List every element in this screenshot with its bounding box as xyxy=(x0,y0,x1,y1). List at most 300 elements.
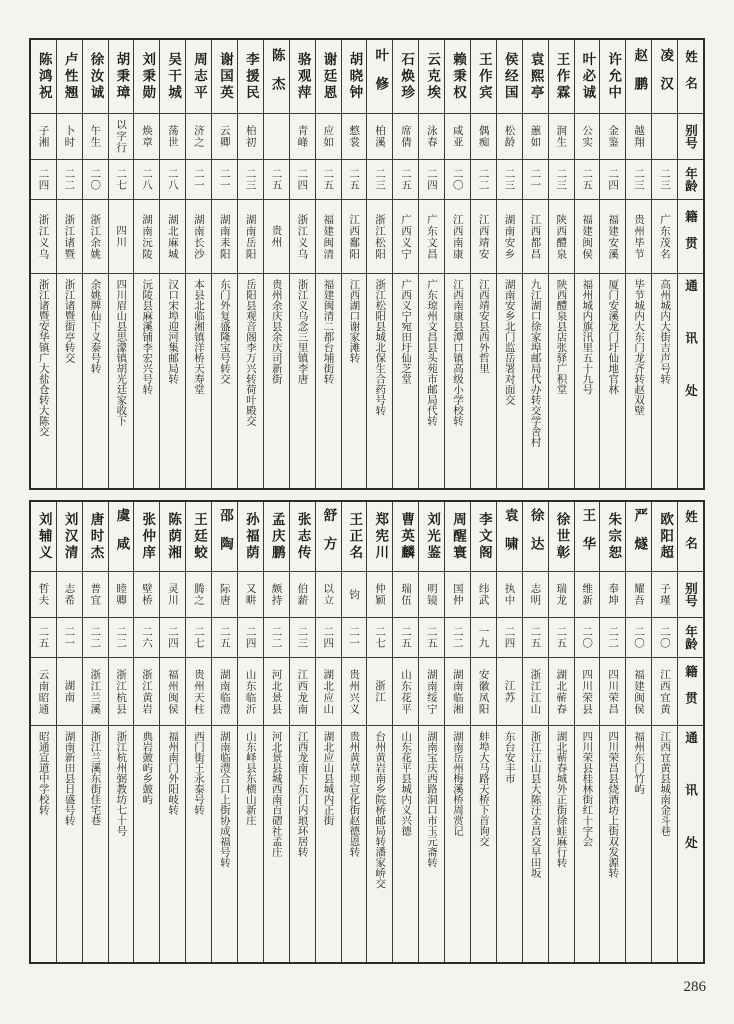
person-column xyxy=(31,502,56,962)
person-name: 周醒寰 xyxy=(449,511,466,562)
name-cell xyxy=(316,40,341,114)
person-origin: 广东茂名 xyxy=(658,213,671,260)
person-age: 二二 xyxy=(477,168,490,191)
person-column xyxy=(211,40,237,488)
person-alias: 志希 xyxy=(63,583,76,606)
name-cell xyxy=(471,40,496,114)
person-address: 江西龙南下东门内琅环居转 xyxy=(296,731,309,857)
alias-cell xyxy=(31,114,56,160)
person-column xyxy=(470,502,496,962)
person-alias: 午生 xyxy=(89,125,102,148)
person-alias: 哲夫 xyxy=(37,583,50,606)
person-origin: 福建安溪 xyxy=(607,213,620,260)
person-address: 台州黄岩南乡院桥邮局转潘家峤交 xyxy=(374,731,387,889)
person-alias: 志明 xyxy=(529,583,542,606)
person-name: 朱宗恕 xyxy=(605,511,622,562)
origin-cell xyxy=(186,200,211,274)
person-name: 云克埃 xyxy=(424,51,441,102)
person-column xyxy=(496,40,522,488)
person-age: 二一 xyxy=(218,168,231,191)
person-name: 叶必诚 xyxy=(579,51,596,102)
origin-cell xyxy=(445,200,470,274)
person-age: 二五 xyxy=(581,168,594,191)
name-cell xyxy=(31,502,56,572)
person-alias: 耀吾 xyxy=(632,583,645,606)
person-address: 福建闽清二都台埔街转 xyxy=(322,279,335,384)
origin-cell xyxy=(600,658,625,726)
person-name: 孙福荫 xyxy=(242,511,259,562)
name-cell xyxy=(160,502,185,572)
person-address: 广东琼州文昌县头苑市邮局代转 xyxy=(426,279,439,426)
person-alias: 偶痴 xyxy=(477,125,490,148)
person-alias: 普宜 xyxy=(89,583,102,606)
person-name: 王作宾 xyxy=(475,51,492,102)
person-origin: 福建闽侯 xyxy=(632,668,645,715)
person-name: 王正名 xyxy=(346,511,363,562)
address-cell xyxy=(83,274,108,488)
age-cell xyxy=(523,160,548,200)
person-origin: 湖南耒阳 xyxy=(218,213,231,260)
person-age: 二二 xyxy=(63,168,76,191)
person-age: 二五 xyxy=(270,168,283,191)
person-alias: 颇持 xyxy=(270,583,283,606)
age-cell xyxy=(264,160,289,200)
age-cell xyxy=(316,160,341,200)
origin-cell xyxy=(549,658,574,726)
age-cell xyxy=(160,160,185,200)
name-cell xyxy=(600,40,625,114)
age-cell xyxy=(549,618,574,658)
person-name: 胡秉璋 xyxy=(113,51,130,102)
person-column xyxy=(108,40,134,488)
alias-cell xyxy=(134,572,159,618)
person-address: 江西靖安县西外哲里 xyxy=(477,279,490,374)
person-age: 二三 xyxy=(244,168,257,191)
person-name: 李援民 xyxy=(242,51,259,102)
alias-cell xyxy=(57,572,82,618)
address-cell xyxy=(523,274,548,488)
person-name: 王作霖 xyxy=(553,51,570,102)
person-alias: 济之 xyxy=(192,125,205,148)
person-origin: 江西宜黄 xyxy=(658,668,671,715)
age-cell xyxy=(134,618,159,658)
name-cell xyxy=(290,502,315,572)
age-cell xyxy=(290,160,315,200)
person-name: 邵陶 xyxy=(216,508,233,565)
address-cell xyxy=(445,726,470,962)
person-age: 二六 xyxy=(141,626,154,649)
header-name-label: 姓名 xyxy=(683,510,699,563)
person-origin: 江苏 xyxy=(503,680,516,703)
header-alias-label: 别号 xyxy=(683,124,699,149)
address-cell xyxy=(393,726,418,962)
person-address: 江西湖口谢家滩转 xyxy=(348,279,361,363)
header-name-cell xyxy=(678,40,703,114)
origin-cell xyxy=(212,200,237,274)
name-cell xyxy=(212,40,237,114)
header-alias-label: 别号 xyxy=(683,582,699,607)
person-name: 赖秉权 xyxy=(449,51,466,102)
header-alias-cell xyxy=(678,572,703,618)
origin-cell xyxy=(160,200,185,274)
person-age: 二〇 xyxy=(581,626,594,649)
address-cell xyxy=(626,726,651,962)
alias-cell xyxy=(626,114,651,160)
person-alias: 纬武 xyxy=(477,583,490,606)
name-cell xyxy=(186,502,211,572)
age-cell xyxy=(575,160,600,200)
person-column xyxy=(522,40,548,488)
person-age: 二四 xyxy=(166,626,179,649)
person-alias: 润生 xyxy=(555,125,568,148)
address-cell xyxy=(445,274,470,488)
person-age: 二一 xyxy=(192,168,205,191)
address-cell xyxy=(471,274,496,488)
age-cell xyxy=(109,618,134,658)
person-origin: 湖北麻城 xyxy=(166,213,179,260)
person-name: 袁熙亭 xyxy=(527,51,544,102)
person-address: 四川荣县桂林街红十字会 xyxy=(581,731,594,847)
person-address: 昭通宣道中学校转 xyxy=(37,731,50,815)
address-cell xyxy=(290,726,315,962)
origin-cell xyxy=(497,200,522,274)
person-alias: 壁桥 xyxy=(141,583,154,606)
name-cell xyxy=(497,502,522,572)
person-address: 九江湖口徐家埠邮局代办转交学舍村 xyxy=(529,279,542,447)
person-name: 王廷蛟 xyxy=(191,511,208,562)
name-cell xyxy=(238,40,263,114)
alias-cell xyxy=(626,572,651,618)
alias-cell xyxy=(600,114,625,160)
alias-cell xyxy=(575,114,600,160)
person-address: 沅陵县麻溪铺李宏兴号转 xyxy=(141,279,154,395)
header-origin-label: 籍贯 xyxy=(683,210,699,263)
person-alias: 以字行 xyxy=(115,119,128,154)
age-cell xyxy=(109,160,134,200)
name-cell xyxy=(109,502,134,572)
person-column xyxy=(263,502,289,962)
origin-cell xyxy=(290,658,315,726)
age-cell xyxy=(652,618,677,658)
alias-cell xyxy=(212,572,237,618)
person-alias: 卜时 xyxy=(63,125,76,148)
origin-cell xyxy=(238,658,263,726)
person-age: 二七 xyxy=(374,626,387,649)
person-alias: 越翔 xyxy=(632,125,645,148)
person-name: 刘汉清 xyxy=(61,511,78,562)
person-age: 二四 xyxy=(503,626,516,649)
person-age: 二〇 xyxy=(89,168,102,191)
address-cell xyxy=(575,274,600,488)
person-alias: 以立 xyxy=(322,583,335,606)
name-cell xyxy=(212,502,237,572)
person-address: 浙江松阳县城北保生合药号转 xyxy=(374,279,387,416)
person-column xyxy=(548,502,574,962)
person-age: 二〇 xyxy=(632,626,645,649)
address-cell xyxy=(134,726,159,962)
age-cell xyxy=(134,160,159,200)
person-name: 陈杰 xyxy=(268,48,285,105)
alias-cell xyxy=(523,572,548,618)
person-alias: 青峰 xyxy=(296,125,309,148)
person-age: 二一 xyxy=(348,626,361,649)
address-cell xyxy=(186,274,211,488)
person-age: 二四 xyxy=(607,168,620,191)
person-origin: 浙江兰溪 xyxy=(89,668,102,715)
address-cell xyxy=(316,274,341,488)
person-address: 湖南临澧合口上街协成福号转 xyxy=(218,731,231,868)
alias-cell xyxy=(549,114,574,160)
person-address: 东门外复盛隆宝号转交 xyxy=(218,279,231,384)
person-column xyxy=(574,502,600,962)
alias-cell xyxy=(393,114,418,160)
alias-cell xyxy=(342,572,367,618)
person-name: 袁啸 xyxy=(501,508,518,565)
alias-cell xyxy=(238,114,263,160)
person-alias: 泳春 xyxy=(425,125,438,148)
person-age: 二四 xyxy=(296,168,309,191)
alias-cell xyxy=(83,572,108,618)
address-cell xyxy=(342,274,367,488)
name-cell xyxy=(393,40,418,114)
person-age: 二一 xyxy=(63,626,76,649)
origin-cell xyxy=(109,200,134,274)
alias-cell xyxy=(186,114,211,160)
person-address: 东台安丰市 xyxy=(503,731,516,784)
person-column xyxy=(237,40,263,488)
alias-cell xyxy=(109,572,134,618)
person-alias: 国仲 xyxy=(451,583,464,606)
header-alias-cell xyxy=(678,114,703,160)
age-cell xyxy=(575,618,600,658)
person-name: 刘光鉴 xyxy=(424,511,441,562)
person-address: 陕西醴泉县店张驿广积堂 xyxy=(555,279,568,395)
alias-cell xyxy=(83,114,108,160)
person-address: 余姚牌仙下义泰号转 xyxy=(89,279,102,374)
person-column xyxy=(237,502,263,962)
person-column xyxy=(108,502,134,962)
alias-cell xyxy=(471,114,496,160)
person-age: 二七 xyxy=(192,626,205,649)
person-name: 石焕珍 xyxy=(398,51,415,102)
person-origin: 广西义宁 xyxy=(399,213,412,260)
person-column xyxy=(289,40,315,488)
alias-cell xyxy=(471,572,496,618)
person-name: 李文阁 xyxy=(475,511,492,562)
alias-cell xyxy=(393,572,418,618)
address-cell xyxy=(497,274,522,488)
name-cell xyxy=(419,502,444,572)
address-cell xyxy=(290,274,315,488)
person-address: 西门街王永泰号转 xyxy=(193,731,206,815)
person-alias: 席倩 xyxy=(399,125,412,148)
origin-cell xyxy=(342,658,367,726)
person-address: 岳阳县观音阁李万兴转荷叶殿交 xyxy=(244,279,257,426)
person-column xyxy=(496,502,522,962)
address-cell xyxy=(212,726,237,962)
alias-cell xyxy=(316,114,341,160)
person-column xyxy=(418,502,444,962)
alias-cell xyxy=(523,114,548,160)
name-cell xyxy=(367,40,392,114)
name-cell xyxy=(626,502,651,572)
name-cell xyxy=(83,40,108,114)
alias-cell xyxy=(212,114,237,160)
person-column xyxy=(133,502,159,962)
origin-cell xyxy=(549,200,574,274)
origin-cell xyxy=(600,200,625,274)
person-name: 郑宪川 xyxy=(372,511,389,562)
person-address: 福州城内旗汛里五十九号 xyxy=(581,279,594,395)
person-name: 卢性翘 xyxy=(61,51,78,102)
origin-cell xyxy=(83,200,108,274)
person-column xyxy=(366,40,392,488)
person-name: 谢廷恩 xyxy=(320,51,337,102)
person-column xyxy=(625,502,651,962)
age-cell xyxy=(316,618,341,658)
address-cell xyxy=(160,726,185,962)
person-alias: 腾之 xyxy=(192,583,205,606)
person-address: 湖南宝庆西路洞口市玉元斋转 xyxy=(426,731,439,868)
header-column xyxy=(677,502,703,962)
person-origin: 云南昭通 xyxy=(37,668,50,715)
person-origin: 江西龙南 xyxy=(296,668,309,715)
name-cell xyxy=(367,502,392,572)
origin-cell xyxy=(445,658,470,726)
person-address: 江西南康县潭口镇高级小学校转 xyxy=(451,279,464,426)
address-cell xyxy=(523,726,548,962)
person-alias: 焕章 xyxy=(141,125,154,148)
person-alias: 子瑾 xyxy=(658,583,671,606)
person-alias: 瑞龙 xyxy=(555,583,568,606)
person-column xyxy=(315,502,341,962)
person-alias: 蕙如 xyxy=(529,125,542,148)
person-name: 唐时杰 xyxy=(87,511,104,562)
address-cell xyxy=(575,726,600,962)
person-alias: 柏溪 xyxy=(374,125,387,148)
header-age-cell xyxy=(678,618,703,658)
person-age: 一九 xyxy=(477,626,490,649)
person-origin: 江西鄱阳 xyxy=(348,213,361,260)
person-origin: 浙江义乌 xyxy=(296,213,309,260)
name-cell xyxy=(83,502,108,572)
alias-cell xyxy=(445,114,470,160)
person-name: 赵鹏 xyxy=(631,48,648,105)
person-alias: 明镜 xyxy=(425,583,438,606)
person-address: 浙江江山县大陈汪全昌交早田坂 xyxy=(529,731,542,878)
age-cell xyxy=(471,160,496,200)
person-origin: 四川 xyxy=(115,225,128,248)
origin-cell xyxy=(393,658,418,726)
name-cell xyxy=(57,40,82,114)
origin-cell xyxy=(497,658,522,726)
person-address: 毕节城内大东门龙齐转赵双壁 xyxy=(633,279,646,416)
person-column xyxy=(444,502,470,962)
person-age: 二二 xyxy=(451,626,464,649)
alias-cell xyxy=(342,114,367,160)
age-cell xyxy=(57,160,82,200)
name-cell xyxy=(134,40,159,114)
person-address: 贵州黄草坝宣化街赵德恩转 xyxy=(348,731,361,857)
person-name: 王华 xyxy=(579,508,596,565)
header-address-label: 通讯处 xyxy=(683,279,699,437)
person-name: 徐汝诚 xyxy=(87,51,104,102)
name-cell xyxy=(186,40,211,114)
person-name: 陈荫湘 xyxy=(165,511,182,562)
name-cell xyxy=(445,40,470,114)
person-name: 张仲庠 xyxy=(139,511,156,562)
person-address: 高州城内大街吉声号转 xyxy=(659,279,672,384)
name-cell xyxy=(600,502,625,572)
person-origin: 陕西醴泉 xyxy=(555,213,568,260)
origin-cell xyxy=(264,200,289,274)
person-name: 严燧 xyxy=(631,508,648,565)
alias-cell xyxy=(264,572,289,618)
age-cell xyxy=(186,160,211,200)
person-alias: 钧 xyxy=(348,588,361,601)
person-column xyxy=(574,40,600,488)
person-alias: 云卿 xyxy=(218,125,231,148)
person-origin: 湖南岳阳 xyxy=(244,213,257,260)
alias-cell xyxy=(109,114,134,160)
person-origin: 四川荣昌 xyxy=(607,668,620,715)
person-address: 江西宜黄县城南金斗巷 xyxy=(659,731,672,836)
name-cell xyxy=(471,502,496,572)
person-address: 湖南岳州梅溪桥周赏记 xyxy=(451,731,464,836)
person-address: 汉口宋埠迎河集邮局转 xyxy=(167,279,180,384)
person-origin: 浙江诸暨 xyxy=(63,213,76,260)
person-name: 许允中 xyxy=(605,51,622,102)
person-column xyxy=(82,502,108,962)
person-origin: 湖南临澧 xyxy=(218,668,231,715)
age-cell xyxy=(342,618,367,658)
alias-cell xyxy=(419,572,444,618)
person-age: 二四 xyxy=(244,626,257,649)
person-age: 二一 xyxy=(529,168,542,191)
address-cell xyxy=(367,726,392,962)
age-cell xyxy=(393,618,418,658)
person-name: 周志平 xyxy=(191,51,208,102)
person-alias: 松龄 xyxy=(503,125,516,148)
origin-cell xyxy=(523,658,548,726)
person-origin: 贵州天柱 xyxy=(192,668,205,715)
person-age: 二四 xyxy=(425,168,438,191)
age-cell xyxy=(342,160,367,200)
person-name: 徐世彰 xyxy=(553,511,570,562)
person-column xyxy=(185,40,211,488)
person-column xyxy=(133,40,159,488)
header-name-cell xyxy=(678,502,703,572)
address-cell xyxy=(342,726,367,962)
person-origin: 湖南安乡 xyxy=(503,213,516,260)
person-age: 二二 xyxy=(115,626,128,649)
person-age: 二五 xyxy=(555,626,568,649)
origin-cell xyxy=(57,658,82,726)
name-cell xyxy=(393,502,418,572)
origin-cell xyxy=(134,200,159,274)
address-cell xyxy=(31,726,56,962)
person-name: 侯经国 xyxy=(501,51,518,102)
person-alias: 子湘 xyxy=(37,125,50,148)
address-cell xyxy=(57,726,82,962)
person-origin: 江西都昌 xyxy=(529,213,542,260)
person-address: 蚌埠大马路天桥下首询交 xyxy=(477,731,490,847)
alias-cell xyxy=(134,114,159,160)
alias-cell xyxy=(31,572,56,618)
age-cell xyxy=(367,618,392,658)
age-cell xyxy=(600,618,625,658)
age-cell xyxy=(367,160,392,200)
